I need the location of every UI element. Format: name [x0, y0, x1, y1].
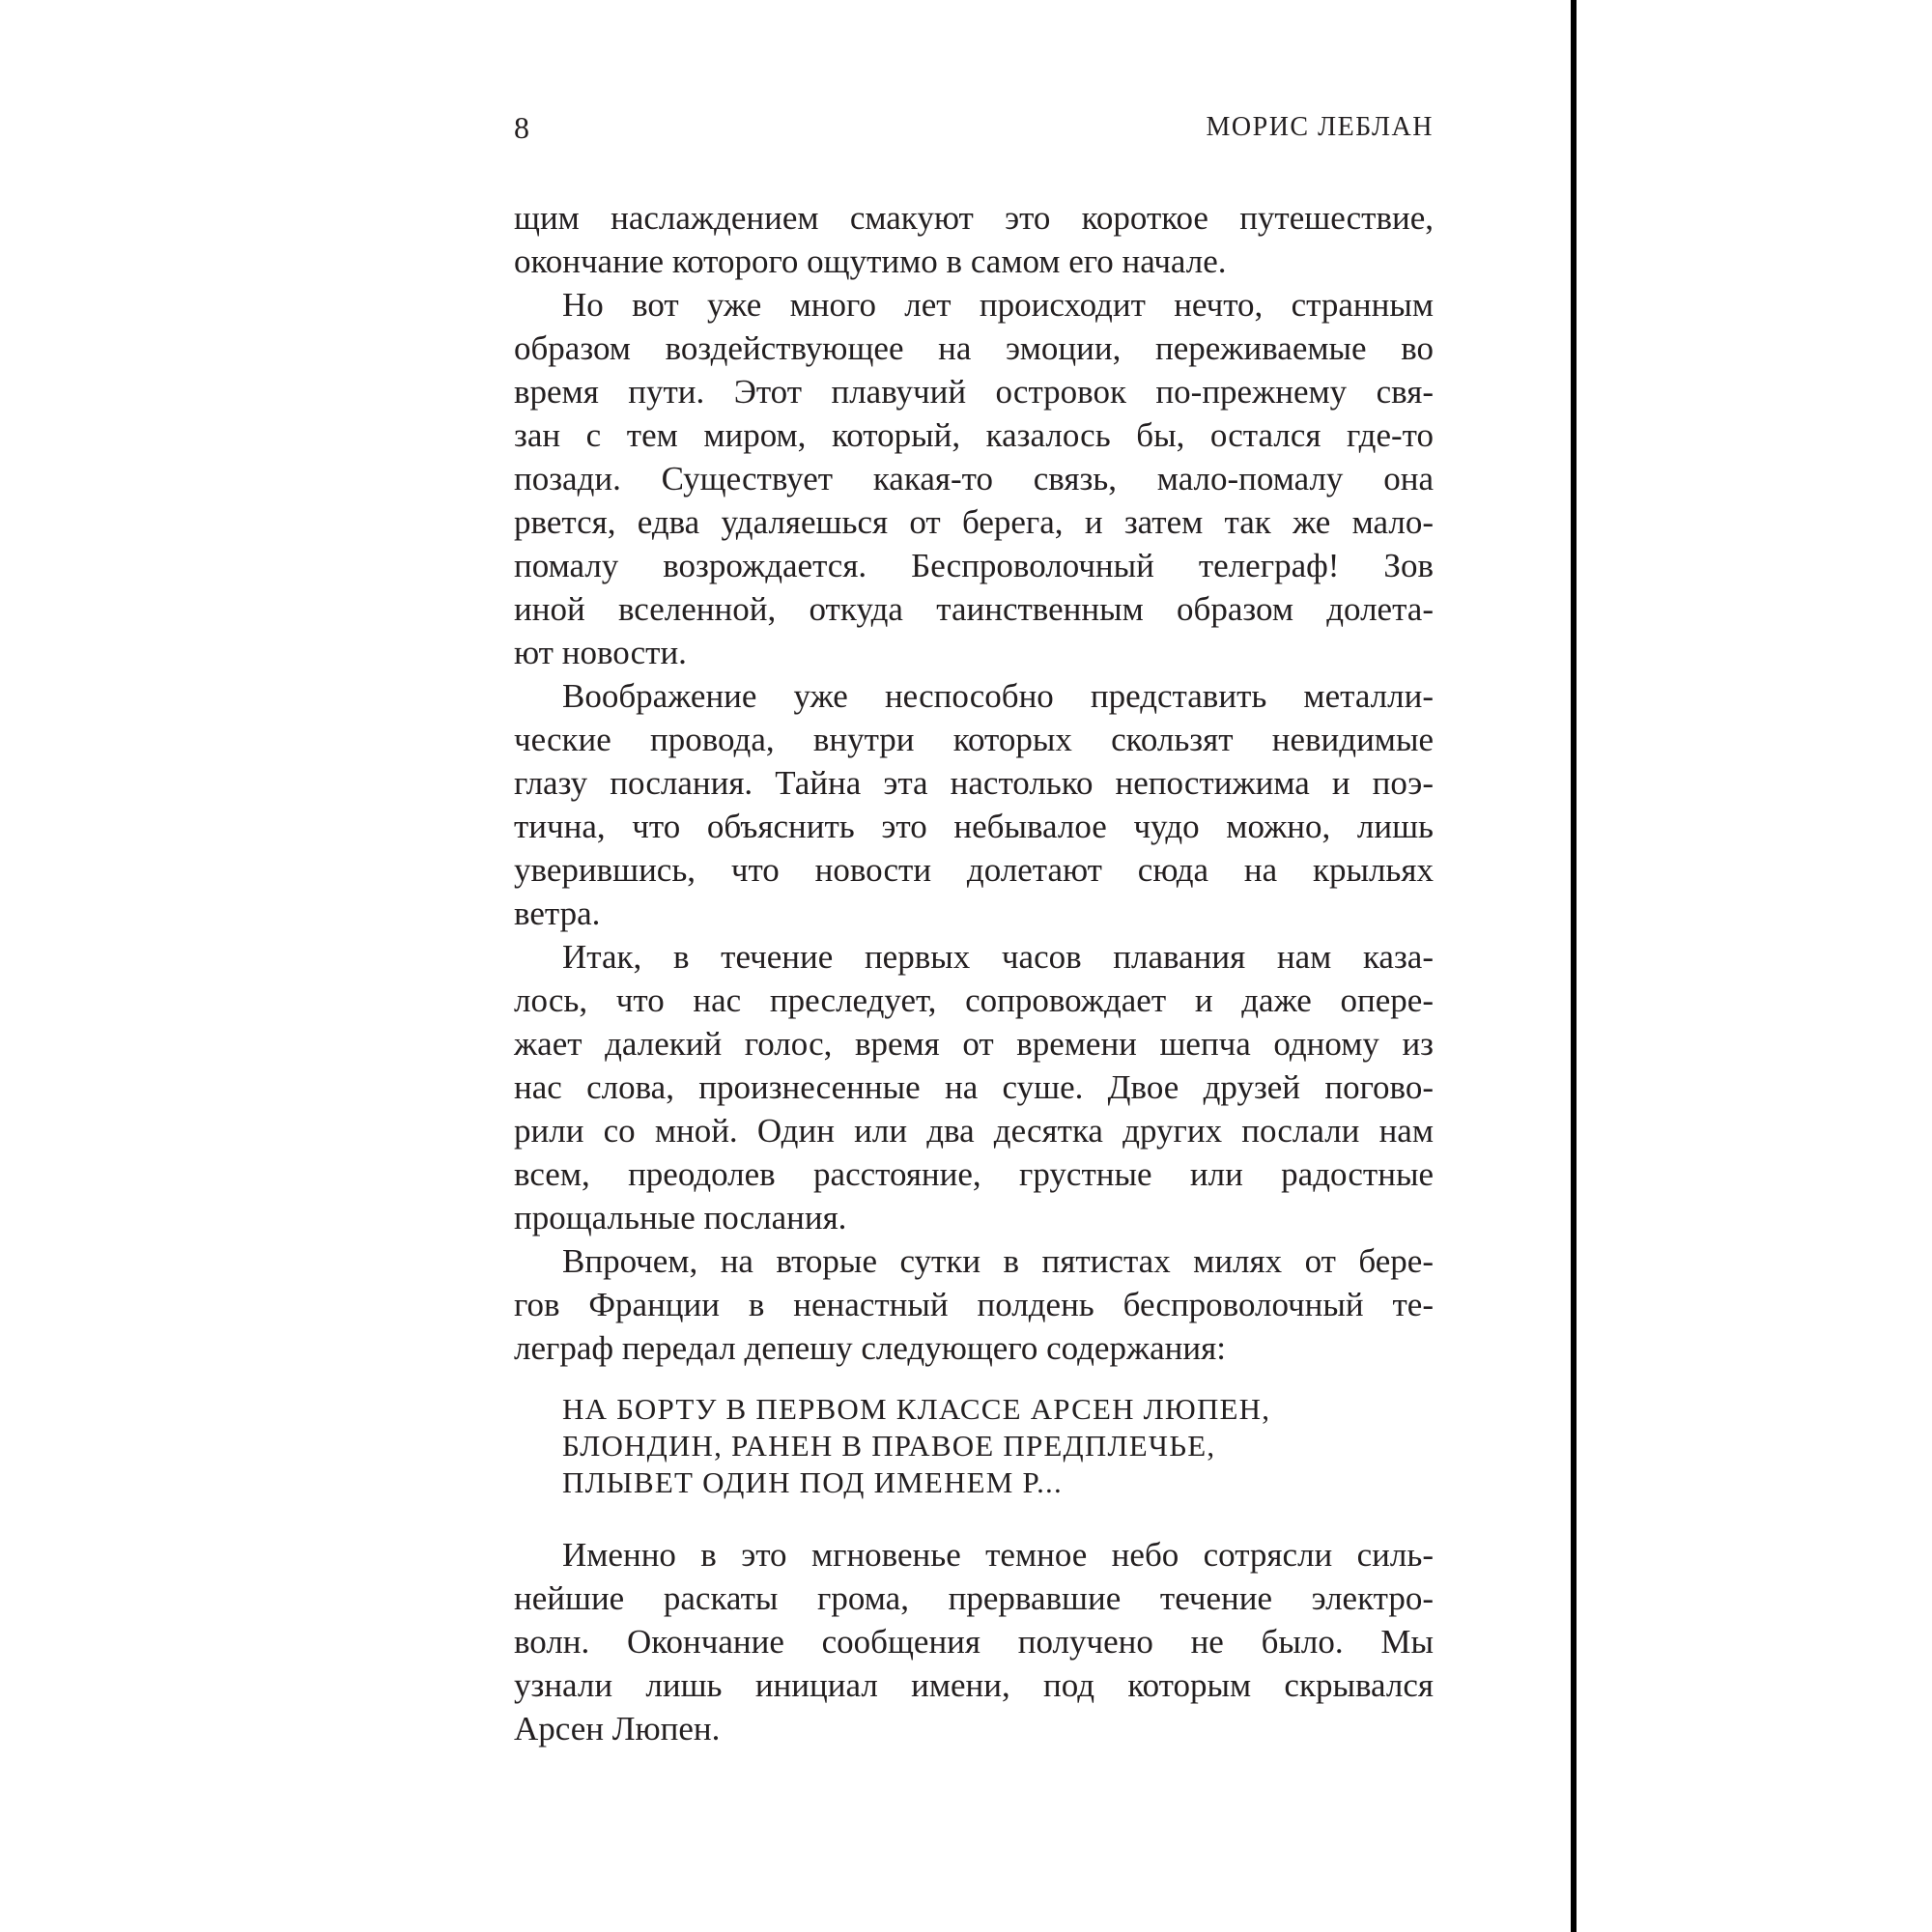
text-line: рвется, едва удаляешься от берега, и затем так же мало- [514, 503, 1434, 541]
text-line: щим наслаждением смакуют это короткое путешествие, [514, 199, 1434, 237]
text-line: жает далекий голос, время от времени шепча одному из [514, 1025, 1434, 1063]
text-line: иной вселенной, откуда таинственным образом долета- [514, 590, 1434, 628]
text-line: леграф передал депешу следующего содержания: [514, 1329, 1226, 1367]
telegram-line: ПЛЫВЕТ ОДИН ПОД ИМЕНЕМ Р... [562, 1465, 1063, 1499]
text-line: Именно в это мгновенье темное небо сотрясли силь- [562, 1536, 1434, 1574]
telegram-message [562, 1391, 1393, 1501]
text-line: рили со мной. Один или два десятка других послали нам [514, 1112, 1434, 1150]
text-line: глазу послания. Тайна эта настолько непостижима и поэ- [514, 764, 1434, 802]
text-line: Воображение уже неспособно представить металли- [562, 677, 1434, 715]
text-line: окончание которого ощутимо в самом его начале. [514, 242, 1227, 280]
text-line: время пути. Этот плавучий островок по-прежнему свя- [514, 373, 1434, 411]
text-line: нас слова, произнесенные на суше. Двое друзей погово- [514, 1068, 1434, 1106]
text-line: гов Франции в ненастный полдень беспроволочный те- [514, 1286, 1434, 1323]
telegram-line: НА БОРТУ В ПЕРВОМ КЛАССЕ АРСЕН ЛЮПЕН, [562, 1392, 1271, 1426]
running-head-author: МОРИС ЛЕБЛАН [1206, 112, 1434, 142]
text-line: Но вот уже много лет происходит нечто, странным [562, 286, 1434, 324]
text-line: уверившись, что новости долетают сюда на крыльях [514, 851, 1434, 889]
text-line: всем, преодолев расстояние, грустные или радостные [514, 1155, 1434, 1193]
text-line: Арсен Люпен. [514, 1710, 721, 1747]
body-text [514, 196, 1434, 1370]
text-line: тична, что объяснить это небывалое чудо можно, лишь [514, 808, 1434, 845]
text-line: Впрочем, на вторые сутки в пятистах милях от бере- [562, 1242, 1434, 1280]
text-line: позади. Существует какая-то связь, мало-помалу она [514, 460, 1434, 497]
text-line: образом воздействующее на эмоции, переживаемые во [514, 329, 1434, 367]
text-line: помалу возрождается. Беспроволочный телеграф! Зов [514, 547, 1434, 584]
page-header [514, 106, 1434, 149]
text-line: прощальные послания. [514, 1199, 847, 1236]
text-line: волн. Окончание сообщения получено не было. Мы [514, 1623, 1434, 1661]
text-line: ют новости. [514, 634, 687, 671]
text-line: ветра. [514, 895, 601, 932]
text-line: Итак, в течение первых часов плавания нам каза- [562, 938, 1434, 976]
text-line: лось, что нас преследует, сопровождает и даже опере- [514, 981, 1434, 1019]
page-edge-line [1571, 0, 1577, 1932]
closing-paragraph [514, 1533, 1434, 1750]
text-line: зан с тем миром, который, казалось бы, остался где-то [514, 416, 1434, 454]
text-line: ческие провода, внутри которых скользят невидимые [514, 721, 1434, 758]
telegram-line: БЛОНДИН, РАНЕН В ПРАВОЕ ПРЕДПЛЕЧЬЕ, [562, 1429, 1216, 1463]
text-line: нейшие раскаты грома, прервавшие течение электро- [514, 1579, 1434, 1617]
page-number: 8 [514, 110, 529, 145]
text-line: узнали лишь инициал имени, под которым скрывался [514, 1666, 1434, 1704]
